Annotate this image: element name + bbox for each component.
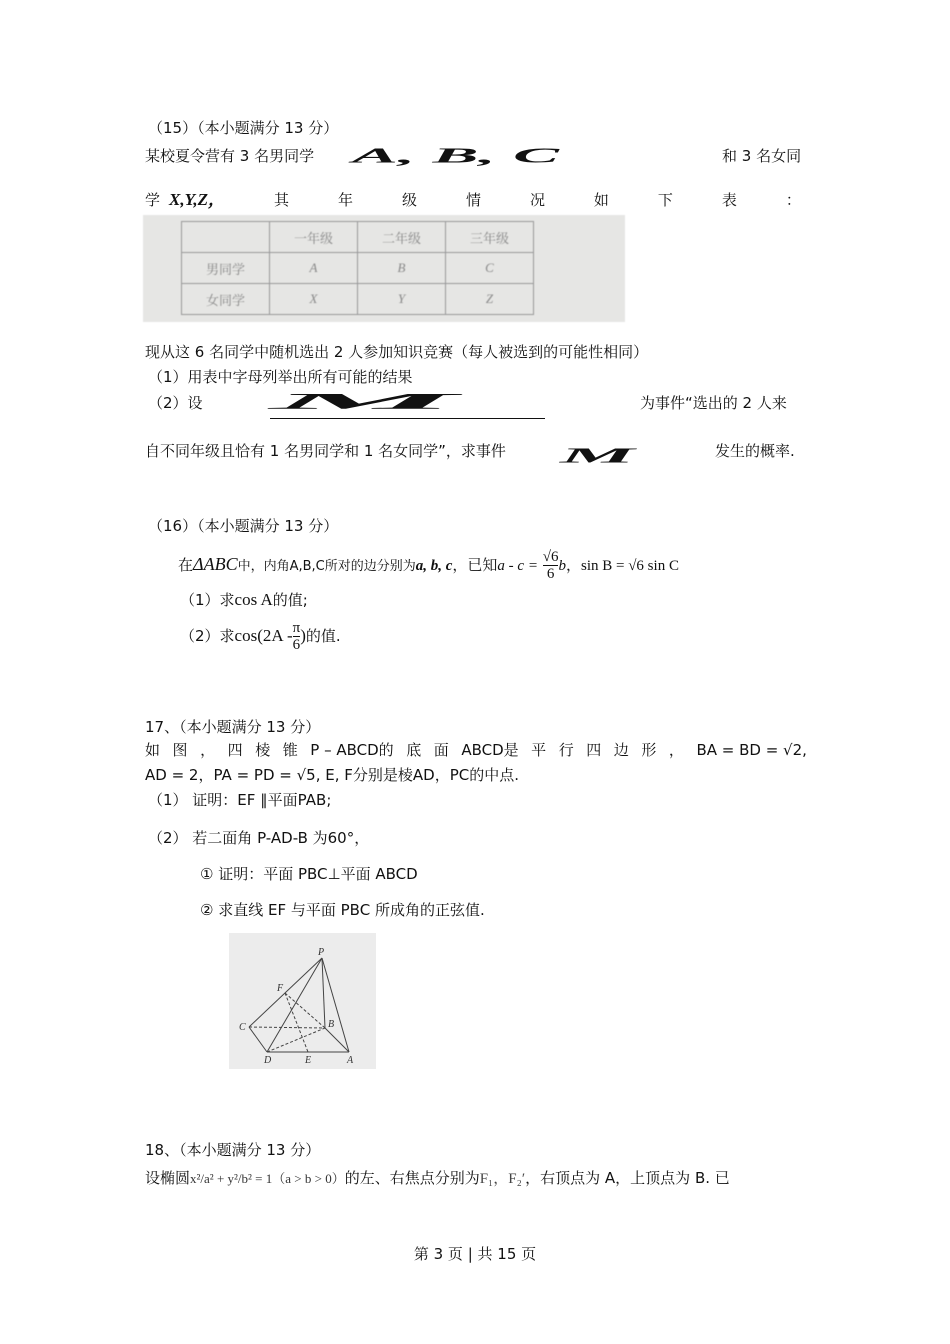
pyramid-diagram (229, 933, 376, 1069)
q15-line3: 现从这 6 名同学中随机选出 2 人参加知识竞赛（每人被选到的可能性相同） (145, 343, 649, 361)
text: 在 (178, 556, 194, 574)
t: 棱 (255, 741, 271, 759)
t: 形 (641, 741, 657, 759)
text: 学 (145, 191, 161, 209)
text: 况 (529, 191, 545, 209)
text: 级 (401, 191, 417, 209)
cell: 男同学 (182, 253, 270, 284)
q16-header: （16）（本小题满分 13 分） (148, 517, 339, 535)
q15-line4-end: 发生的概率. (715, 442, 795, 460)
q16-part1 (180, 590, 308, 610)
fraction (543, 549, 559, 582)
q15-line1: 某校夏令营有 3 名男同学 (145, 147, 315, 165)
cell: Z (446, 284, 534, 315)
cell: 女同学 (182, 284, 270, 315)
t: P – ABCD的 (310, 741, 394, 759)
t: 四 (586, 741, 602, 759)
t: 设椭圆 (145, 1169, 191, 1187)
q17-part2: （2） 若二面角 P-AD-B 为60°， (148, 829, 370, 847)
cell: B (358, 253, 446, 284)
label-d: D (264, 1055, 272, 1066)
q15-math-m2: M (560, 444, 635, 468)
label-b: B (328, 1019, 335, 1030)
text: ，已知 (452, 556, 498, 574)
q18-line1 (145, 1168, 730, 1189)
t: ， (668, 741, 684, 759)
q17-part1: （1） 证明：EF ∥平面PAB; (148, 791, 332, 809)
q17-line1 (145, 740, 807, 760)
t: 图 (172, 741, 188, 759)
t: ， (200, 741, 216, 759)
q16-part2 (180, 618, 341, 654)
text: 年 (337, 191, 353, 209)
q17-header: 17、（本小题满分 13 分） (145, 718, 321, 736)
text: 如 (593, 191, 609, 209)
q15-math-abc: A, B, C (352, 144, 560, 168)
q15-part2: （2）设 (148, 394, 203, 412)
label-a: A (347, 1055, 354, 1066)
text: 其 (274, 191, 290, 209)
math: cos A (234, 590, 273, 609)
math: a, b, c (415, 558, 453, 574)
denominator: 6 (546, 566, 555, 582)
cell: 一年级 (270, 222, 358, 253)
label-p: P (318, 947, 325, 958)
q18-header: 18、（本小题满分 13 分） (145, 1141, 321, 1159)
pyramid-figure (229, 933, 376, 1069)
text: （1）求 (180, 591, 235, 609)
t: BA = BD = √2, (696, 741, 807, 759)
q15-part2-end: 为事件“选出的 2 人来 (640, 394, 787, 412)
q15-part1: （1）用表中字母列举出所有可能的结果 (148, 368, 413, 386)
text: 表 (721, 191, 737, 209)
t: 锥 (282, 741, 298, 759)
math-xyz: X,Y,Z， (168, 190, 226, 209)
math: ) (300, 626, 306, 645)
q17-sub2: ② 求直线 EF 与平面 PBC 所成角的正弦值. (200, 901, 485, 919)
label-e: E (305, 1055, 312, 1066)
numerator: π (292, 620, 301, 636)
text: 情 (465, 191, 481, 209)
cell: 二年级 (358, 222, 446, 253)
math: a - c = (497, 558, 538, 574)
foci: F₁，F₂′ (479, 1171, 526, 1187)
label-f: F (277, 983, 284, 994)
math: sin B = √6 sin C (580, 558, 679, 574)
denominator: 6 (292, 637, 301, 653)
ellipse-equation: x²/a² + y²/b² = 1（a > b > 0） (190, 1171, 345, 1186)
q16-line1 (178, 544, 679, 587)
t: 边 (613, 741, 629, 759)
q15-line1-end: 和 3 名女同 (722, 147, 802, 165)
text: ， (565, 556, 581, 574)
text: （2）求 (180, 627, 235, 645)
cell: Y (358, 284, 446, 315)
cell: 三年级 (446, 222, 534, 253)
cell: X (270, 284, 358, 315)
q17-line2: AD = 2，PA = PD = √5, E, F分别是棱AD，PC的中点. (145, 766, 519, 784)
t: ，右顶点为 A，上顶点为 B. 已 (525, 1169, 730, 1187)
t: 的左、右焦点分别为 (344, 1169, 480, 1187)
text: 的值; (272, 591, 308, 609)
q15-line4: 自不同年级且恰有 1 名男同学和 1 名女同学”，求事件 (145, 442, 506, 460)
t: 四 (227, 741, 243, 759)
math: ΔABC (193, 554, 238, 574)
text: 的值. (305, 627, 341, 645)
numerator: √6 (542, 549, 559, 565)
q15-header: （15）（本小题满分 13 分） (148, 119, 339, 137)
text: 中，内角A,B,C所对的边分别为 (237, 559, 416, 574)
t: 行 (558, 741, 574, 759)
page-footer: 第 3 页 | 共 15 页 (413, 1245, 537, 1263)
q15-line2 (145, 190, 801, 210)
cell: A (270, 253, 358, 284)
t: 面 (433, 741, 449, 759)
cell (182, 222, 270, 253)
cell: C (446, 253, 534, 284)
math: cos(2A - (234, 626, 293, 645)
grade-table-image (143, 215, 625, 322)
q17-sub1: ① 证明：平面 PBC⊥平面 ABCD (200, 865, 418, 883)
t: 如 (145, 741, 161, 759)
grade-table (181, 221, 534, 315)
math: b (558, 558, 566, 574)
t: 平 (531, 741, 547, 759)
t: ABCD是 (461, 741, 519, 759)
text: ： (785, 191, 801, 209)
text: 下 (657, 191, 673, 209)
q15-math-m: M (270, 392, 545, 419)
label-c: C (239, 1022, 246, 1033)
t: 底 (406, 741, 422, 759)
